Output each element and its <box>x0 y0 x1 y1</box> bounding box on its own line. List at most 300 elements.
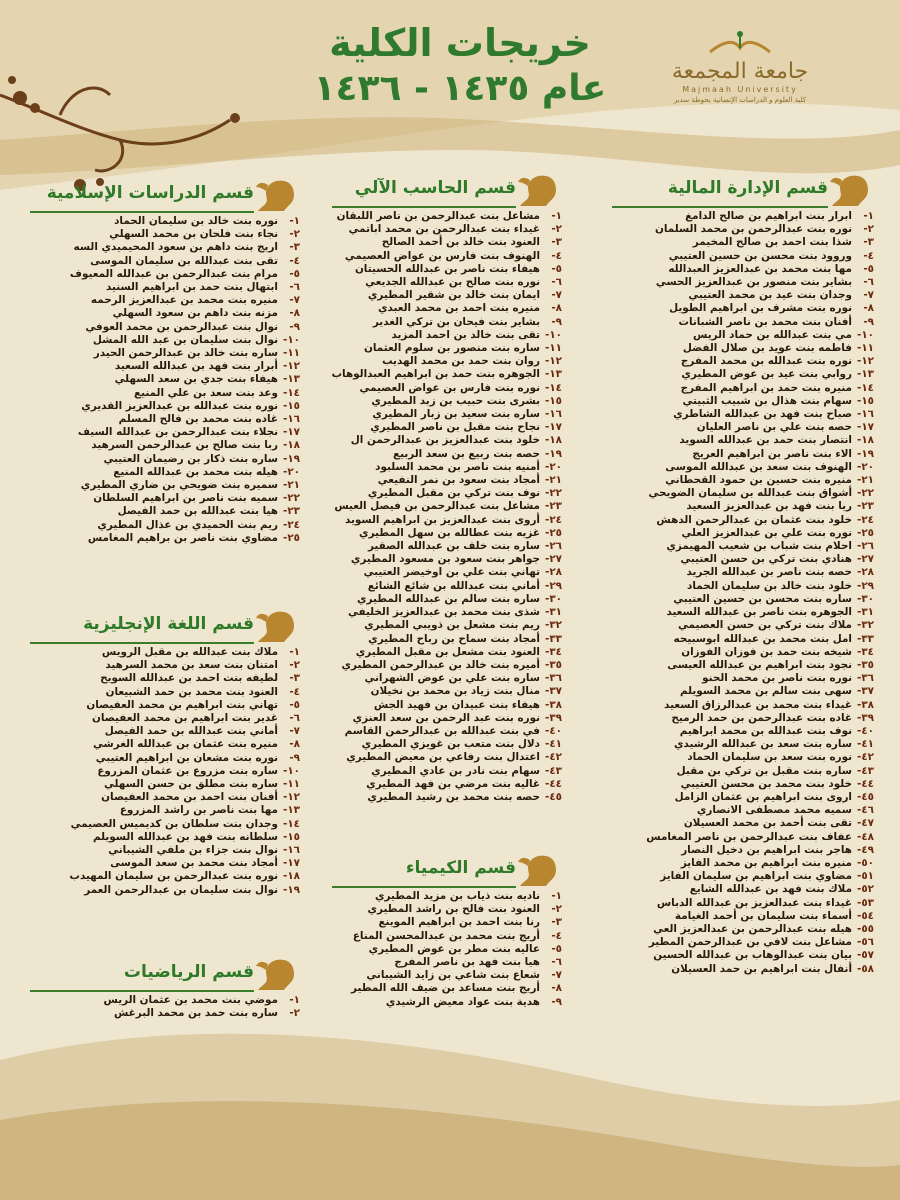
title-line-2: عام ١٤٣٥ - ١٤٣٦ <box>313 68 607 109</box>
list-item <box>332 289 562 302</box>
graduate-name: صباح بنت فهد بن عبدالله الشاطري <box>673 408 852 421</box>
graduate-name: ساره بنت محسن بن حسين العتيبي <box>673 592 852 605</box>
graduate-name: نوره بنت عبدالرحمن بن سليمان المهيدب <box>69 870 278 883</box>
list-item <box>332 619 562 632</box>
list-item <box>612 553 874 566</box>
list-item <box>332 421 562 434</box>
list-item <box>30 294 300 307</box>
graduate-name: ساره بنت خلف بن عبدالله الصقير <box>367 540 540 553</box>
item-number: ١٤- <box>856 381 874 394</box>
list-item <box>332 791 562 804</box>
item-number: ٢٠- <box>544 460 562 473</box>
item-number: ١١- <box>856 342 874 355</box>
graduate-name: نوال بنت سليمان بن عبد الله المشل <box>92 333 278 346</box>
item-number: ٢٠- <box>282 465 300 478</box>
item-number: ٣٨- <box>544 698 562 711</box>
item-number: ٥٤- <box>856 909 874 922</box>
graduate-name: نوره بنت ناصر بن محمد الحنو <box>702 672 852 685</box>
item-number: ٢- <box>551 223 562 236</box>
graduate-name: العنود بنت محمد بن حمد الشبيعان <box>105 685 278 698</box>
item-number: ٧- <box>863 289 874 302</box>
list-item <box>30 255 300 268</box>
item-number: ١٤- <box>282 817 300 830</box>
list-item <box>30 699 300 712</box>
item-number: ١٤- <box>544 381 562 394</box>
item-number: ١- <box>289 646 300 658</box>
list-item <box>612 712 874 725</box>
graduate-name: ساره بنت مقبل بن تركي بن مقبل <box>676 764 852 777</box>
graduate-name: تقى بنت عبدالله بن سليمان الموسى <box>90 254 278 267</box>
item-number: ٥٨- <box>856 962 874 975</box>
list-item <box>30 215 300 228</box>
list-item <box>612 580 874 593</box>
list-item <box>30 479 300 492</box>
graduate-name: هيله بنت محمد بن عبدالله المنيع <box>113 465 278 478</box>
section-header <box>332 858 562 888</box>
graduate-name: غاده بنت محمد بن فالح المسلم <box>118 413 278 426</box>
list-item <box>332 956 562 969</box>
item-number: ٩- <box>289 751 300 764</box>
graduate-name: نجلاء بنت عبدالرحمن بن عبدالله السيف <box>77 426 278 439</box>
item-number: ١٥- <box>856 394 874 407</box>
section-title: قسم اللغة الإنجليزية <box>83 614 254 634</box>
item-number: ١٠- <box>856 328 874 341</box>
graduate-name: ساره بنت علي بن عوض الشهراني <box>364 672 540 685</box>
list-item <box>332 982 562 995</box>
item-number: ٢٩- <box>544 579 562 592</box>
item-number: ٩- <box>551 315 562 328</box>
item-number: ٤٠- <box>544 724 562 737</box>
graduate-name: موضي بنت محمد بن عثمان الريس <box>103 994 278 1006</box>
item-number: ٣٤- <box>856 645 874 658</box>
list-item <box>612 593 874 606</box>
section-title: قسم الحاسب الآلي <box>354 178 516 198</box>
list-item <box>332 316 562 329</box>
list-item <box>612 461 874 474</box>
graduate-name: نوال بنت جزاء بن ملفي الشيباني <box>108 844 278 857</box>
graduate-name: تهاني بنت ابراهيم بن محمد العفيصان <box>86 698 278 711</box>
item-number: ٢٣- <box>544 500 562 513</box>
graduate-name: نوره بنت علي بن عبدالعزيز العلي <box>681 526 852 539</box>
item-number: ٤٢- <box>544 751 562 764</box>
item-number: ٣٤- <box>544 645 562 658</box>
item-number: ٤- <box>289 254 300 267</box>
list-item <box>612 316 874 329</box>
list-item <box>612 897 874 910</box>
list-item <box>612 395 874 408</box>
list-item <box>30 831 300 844</box>
graduate-name: نوره بنت عبدالله بن عبدالعزيز القديري <box>81 399 278 412</box>
graduate-name: ريا بنت فهد بن عبدالعزيز السعيد <box>686 500 852 513</box>
list-item <box>612 923 874 936</box>
list-item <box>30 994 300 1007</box>
item-number: ٩- <box>551 995 562 1008</box>
item-number: ١٧- <box>544 421 562 434</box>
item-number: ٢- <box>863 223 874 236</box>
list-item <box>612 685 874 698</box>
list-item <box>612 368 874 381</box>
list-item <box>332 672 562 685</box>
list-item <box>30 857 300 870</box>
graduate-name: مرام بنت عبدالرحمن بن عبدالله المعيوف <box>69 267 278 280</box>
item-number: ٤١- <box>856 738 874 751</box>
graduate-name: تقى بنت أحمد بن محمد العسيلان <box>683 817 852 830</box>
graduate-name: امل بنت محمد بن عبدالله ابوسبيحه <box>673 632 852 645</box>
graduate-name: منيره بنت حسين بن حمود القحطاني <box>665 474 852 487</box>
list-item <box>30 844 300 857</box>
graduate-name: نوف بنت تركي بن مقبل المطيري <box>367 487 540 500</box>
item-number: ١٩- <box>544 447 562 460</box>
item-number: ٨- <box>551 982 562 995</box>
graduate-name: مي بنت عبدالله بن حماد الريس <box>693 328 852 341</box>
list-item <box>30 268 300 281</box>
item-number: ١٣- <box>282 804 300 817</box>
list-item <box>30 672 300 685</box>
item-number: ٤- <box>551 249 562 262</box>
list-item <box>332 500 562 513</box>
item-number: ٤٦- <box>856 804 874 817</box>
list-item <box>612 672 874 685</box>
item-number: ٧- <box>551 969 562 982</box>
item-number: ١٨- <box>856 434 874 447</box>
list-item <box>332 302 562 315</box>
list-item <box>612 276 874 289</box>
graduate-name: اروى بنت ابراهيم بن عثمان الزامل <box>674 790 852 803</box>
item-number: ٥- <box>551 262 562 275</box>
graduate-list <box>332 210 562 804</box>
section-header <box>30 183 300 213</box>
graduate-name: الجوهره بنت حمد بن ابراهيم العبدالوهاب <box>331 368 540 381</box>
graduate-name: غيداء بنت محمد بن عبدالرزاق السعيد <box>664 698 852 711</box>
list-item <box>612 236 874 249</box>
item-number: ٢٤- <box>544 513 562 526</box>
graduate-name: روان بنت حمد بن محمد الهديب <box>382 355 540 368</box>
graduate-name: مضاوي بنت ناصر بن براهيم المغامس <box>87 531 278 544</box>
graduate-name: غاليه بنت مرضي بن فهد المطيري <box>366 777 540 790</box>
item-number: ١١- <box>282 347 300 360</box>
graduate-name: اريج بنت داهم بن سعود المحيميدي السه <box>73 241 278 254</box>
list-item <box>30 738 300 751</box>
graduate-silhouette-icon <box>254 954 300 994</box>
graduate-name: أمجاد بنت سعود بن نمر النفيعي <box>377 474 540 487</box>
item-number: ٣٨- <box>856 698 874 711</box>
item-number: ٥- <box>551 942 562 955</box>
graduate-name: هيا بنت عبدالله بن حمد الفيصل <box>117 505 278 518</box>
item-number: ٢٥- <box>544 526 562 539</box>
graduate-name: شعاع بنت شاعي بن زايد الشيباني <box>366 969 540 982</box>
list-item <box>30 752 300 765</box>
list-item <box>30 400 300 413</box>
graduate-name: غزيه بنت عطالله بن سهل المطيري <box>359 526 540 539</box>
graduate-silhouette-icon <box>254 606 300 646</box>
list-item <box>332 276 562 289</box>
item-number: ٢٣- <box>856 500 874 513</box>
graduate-name: الهنوف بنت سعد بن عبدالله الموسى <box>665 460 852 473</box>
section-title: قسم الإدارة المالية <box>667 178 828 198</box>
list-item <box>332 342 562 355</box>
graduate-name: هدية بنت عواد معيض الرشيدي <box>385 995 540 1008</box>
list-item <box>612 870 874 883</box>
graduate-name: خلود بنت عثمان بن عبدالرحمن الدهش <box>656 513 852 526</box>
list-item <box>332 659 562 672</box>
list-item <box>612 527 874 540</box>
item-number: ٥- <box>289 267 300 280</box>
list-item <box>30 646 300 659</box>
item-number: ١٠- <box>282 764 300 777</box>
graduate-name: نجاء بنت فلحان بن محمد السهلي <box>109 228 278 241</box>
section-english <box>30 614 300 897</box>
graduate-name: حصه بنت ناصر بن عبدالله الجريد <box>686 566 852 579</box>
list-item <box>612 250 874 263</box>
graduate-name: العنود بنت فالح بن راشد المطيري <box>367 903 540 916</box>
item-number: ١٣- <box>544 368 562 381</box>
graduate-name: ابتهال بنت حمد بن ابراهيم السنيد <box>105 281 278 294</box>
graduate-name: ساره بنت سالم بن عبدالله المطيري <box>356 592 540 605</box>
list-item <box>30 791 300 804</box>
list-item <box>612 936 874 949</box>
list-item <box>332 969 562 982</box>
item-number: ١٩- <box>282 883 300 896</box>
graduate-name: العنود بنت خالد بن أحمد الصالح <box>381 236 540 249</box>
graduate-name: دلال بنت متعب بن غويزي المطيري <box>361 738 540 751</box>
graduate-name: أريج بنت محمد بن عبدالمحسن المناع <box>352 929 540 942</box>
graduate-name: هيا بنت فهد بن ناصر المفرج <box>394 956 540 969</box>
item-number: ٤- <box>289 685 300 698</box>
item-number: ٢٨- <box>856 566 874 579</box>
graduate-name: مشاعل بنت عبدالرحمن بن فيصل العيس <box>334 500 540 513</box>
graduate-name: ساره بنت سعد بن عبدالله الرشيدي <box>673 738 852 751</box>
item-number: ٤- <box>551 929 562 942</box>
graduate-name: امتنان بنت سعد بن محمد السرهيد <box>105 659 278 672</box>
graduate-name: اعتدال بنت رفاعي بن معيض المطيري <box>346 751 540 764</box>
list-item <box>612 263 874 276</box>
list-item <box>30 1007 300 1020</box>
graduate-name: سهى بنت سالم بن محمد السويلم <box>680 685 852 698</box>
item-number: ٣٦- <box>856 672 874 685</box>
graduate-name: نوف بنت عبدالله بن محمد ابراهيم <box>679 724 852 737</box>
list-item <box>332 382 562 395</box>
list-item <box>612 540 874 553</box>
item-number: ٣١- <box>544 606 562 619</box>
item-number: ٢٢- <box>544 487 562 500</box>
graduate-name: أروى بنت عبدالعزيز بن ابراهيم السويد <box>344 513 540 526</box>
item-number: ١٩- <box>282 452 300 465</box>
list-item <box>612 566 874 579</box>
list-item <box>332 448 562 461</box>
graduate-name: حصه بنت علي بن ناصر العليان <box>696 421 852 434</box>
graduate-name: الجوهره بنت ناصر بن عبدالله السعيد <box>666 606 852 619</box>
graduate-name: بشاير بنت منصور بن عبدالعزيز الحسي <box>655 276 852 289</box>
graduate-name: خلود بنت محمد بن محسن العتيبي <box>680 777 852 790</box>
graduate-name: أمجاد بنت محمد بن سعد الموسى <box>110 857 278 870</box>
list-item <box>612 487 874 500</box>
list-item <box>332 223 562 236</box>
graduate-name: بشاير بنت فيحان بن تركي الغدير <box>372 315 540 328</box>
list-item <box>30 686 300 699</box>
item-number: ٩- <box>289 320 300 333</box>
graduate-list <box>612 210 874 976</box>
graduate-name: نوره بنت مشعان بن ابراهيم العتيبي <box>95 751 278 764</box>
graduate-name: نوره بنت صالح بن عبدالله الجديعي <box>365 276 540 289</box>
list-item <box>612 448 874 461</box>
list-item <box>332 890 562 903</box>
list-item <box>612 751 874 764</box>
graduate-name: مشاعل بنت لافي بن عبدالرحمن المطير <box>648 936 852 949</box>
list-item <box>332 930 562 943</box>
graduate-name: أبرار بنت فهد بن عبدالله السعيد <box>114 360 278 373</box>
item-number: ٦- <box>289 281 300 294</box>
graduate-name: أريج بنت مساعد بن ضيف الله المطير <box>351 982 540 995</box>
graduate-name: سهام بنت نادر بن عادي المطيري <box>371 764 540 777</box>
item-number: ٣- <box>289 672 300 685</box>
list-item <box>332 368 562 381</box>
list-item <box>612 778 874 791</box>
graduate-name: منيره بنت ابراهيم بن محمد الفايز <box>680 856 852 869</box>
item-number: ٥٢- <box>856 883 874 896</box>
graduate-name: غيداء بنت عبدالعزيز بن عبدالله الدباس <box>656 896 852 909</box>
graduate-name: غاده بنت عبدالرحمن بن حمد الرميح <box>671 711 852 724</box>
list-item <box>30 712 300 725</box>
list-item <box>332 474 562 487</box>
item-number: ٢٧- <box>856 553 874 566</box>
item-number: ١- <box>289 994 300 1006</box>
graduate-name: عاليه بنت مطر بن عوض المطيري <box>368 942 540 955</box>
list-item <box>612 606 874 619</box>
list-item <box>30 818 300 831</box>
list-item <box>30 321 300 334</box>
list-item <box>612 302 874 315</box>
graduate-name: نوره بنت عبد الرحمن بن سعد العنزي <box>352 711 540 724</box>
list-item <box>332 606 562 619</box>
item-number: ١- <box>551 890 562 902</box>
graduate-name: نوال بنت سليمان بن عبدالرحمن العمر <box>84 883 278 896</box>
list-item <box>612 857 874 870</box>
item-number: ٢- <box>551 903 562 916</box>
list-item <box>612 619 874 632</box>
item-number: ٤٣- <box>856 764 874 777</box>
item-number: ٥٠- <box>856 856 874 869</box>
item-number: ٣٠- <box>856 592 874 605</box>
item-number: ١٧- <box>282 426 300 439</box>
item-number: ٩- <box>863 315 874 328</box>
list-item <box>30 466 300 479</box>
list-item <box>612 633 874 646</box>
graduate-name: ساره بنت ذكار بن رضيمان العتيبي <box>103 452 278 465</box>
item-number: ٣٥- <box>856 658 874 671</box>
item-number: ٤٧- <box>856 817 874 830</box>
graduate-name: روابي بنت عيد بن عوض المطيري <box>681 368 852 381</box>
graduate-list <box>332 890 562 1009</box>
item-number: ١٧- <box>856 421 874 434</box>
list-item <box>30 439 300 452</box>
graduate-name: نوره بنت مشرف بن ابراهيم الطويل <box>669 302 852 315</box>
graduate-name: نوره بنت فارس بن عواض العصيمي <box>359 381 540 394</box>
item-number: ٢٥- <box>856 526 874 539</box>
list-item <box>612 725 874 738</box>
graduate-name: الهنوف بنت فارس بن عواض العصيمي <box>344 249 540 262</box>
graduate-name: ملاك بنت فهد بن عبدالله الشايع <box>689 883 852 896</box>
graduate-name: شيخه بنت حمد بن فوزان الفوزان <box>681 645 852 658</box>
list-item <box>332 527 562 540</box>
list-item <box>332 903 562 916</box>
list-item <box>332 765 562 778</box>
graduate-name: نوره بنت سعد بن سليمان الحماد <box>687 751 852 764</box>
graduate-name: هيفاء بنت ناصر بن عبدالله الحسيتان <box>354 262 540 275</box>
list-item <box>30 360 300 373</box>
graduate-list <box>30 646 300 897</box>
list-item <box>30 387 300 400</box>
graduate-name: أفنان بنت احمد بن محمد العفيصان <box>101 791 278 804</box>
list-item <box>332 751 562 764</box>
list-item <box>332 778 562 791</box>
list-item <box>332 725 562 738</box>
graduate-name: ساره بنت سعيد بن زبار المطيري <box>372 408 540 421</box>
item-number: ١٦- <box>856 408 874 421</box>
list-item <box>30 492 300 505</box>
graduate-name: سلطانه بنت فهد بن عبدالله السويلم <box>92 830 278 843</box>
graduate-name: مشاعل بنت عبدالرحمن بن ناصر اللبقان <box>336 210 540 222</box>
graduate-name: هيله بنت عبدالرحمن بن عبدالعزيز العي <box>653 922 852 935</box>
item-number: ١٠- <box>282 333 300 346</box>
item-number: ٢٤- <box>282 518 300 531</box>
graduate-name: عفاف بنت عبدالرحمن بن ناصر المغامس <box>646 830 852 843</box>
graduate-name: سميره بنت ضويحي بن ضاري المطيري <box>80 479 278 492</box>
item-number: ١٥- <box>544 394 562 407</box>
graduate-name: ابرار بنت ابراهيم بن صالح الدامغ <box>685 210 852 222</box>
list-item <box>30 334 300 347</box>
graduate-name: منيره بنت عثمان بن عبدالله الغرشي <box>93 738 278 751</box>
item-number: ٢٤- <box>856 513 874 526</box>
graduate-name: خلود بنت خالد بن سليمان الحماد <box>687 579 852 592</box>
item-number: ٢٨- <box>544 566 562 579</box>
item-number: ٧- <box>289 725 300 738</box>
list-item <box>30 778 300 791</box>
item-number: ٤٩- <box>856 843 874 856</box>
graduate-name: مها بنت ناصر بن راشد المزروع <box>119 804 278 817</box>
item-number: ٥٥- <box>856 922 874 935</box>
item-number: ٢٩- <box>856 579 874 592</box>
graduate-name: ساره بنت مطلق بن حسن السهلي <box>104 778 278 791</box>
graduate-name: سميه محمد مصطفى الانصاري <box>696 804 852 817</box>
graduate-name: منيره بنت احمد بن محمد العبدي <box>378 302 540 315</box>
graduate-name: منال بنت زياد بن محمد بن نخيلان <box>370 685 540 698</box>
graduate-name: خلود بنت عبدالعزيز بن عبدالرحمن ال <box>350 434 540 447</box>
list-item <box>332 699 562 712</box>
list-item <box>612 421 874 434</box>
graduate-name: حصه بنت ربيع بن سعد الربيع <box>393 447 540 460</box>
graduate-name: وروود بنت محسن بن حسين العتيبي <box>668 249 852 262</box>
college-name: كلية العلوم و الدراسات الإنسانية بحوطة سدير <box>673 96 807 104</box>
item-number: ٤٠- <box>856 724 874 737</box>
section-header <box>30 962 300 992</box>
list-item <box>332 236 562 249</box>
item-number: ٢٢- <box>282 492 300 505</box>
item-number: ١٣- <box>856 368 874 381</box>
graduate-name: نجاح بنت مقبل بن ناصر المطيري <box>370 421 540 434</box>
list-item <box>612 699 874 712</box>
graduate-name: نجود بنت ابراهيم بن عبدالله العيسى <box>667 658 852 671</box>
list-item <box>332 916 562 929</box>
graduate-name: ساره بنت خالد بن عبدالرحمن الحيدر <box>93 347 278 360</box>
item-number: ٨- <box>863 302 874 315</box>
graduate-name: تهاني بنت علي بن اوخيضر العتيبي <box>363 566 540 579</box>
item-number: ١٦- <box>282 844 300 857</box>
graduate-name: هاجر بنت ابراهيم بن دخيل النصار <box>681 843 852 856</box>
item-number: ١٥- <box>282 399 300 412</box>
graduate-name: سهام بنت هذال بن شبيب الثبيتي <box>682 394 852 407</box>
list-item <box>612 500 874 513</box>
graduate-name: أمجاد بنت سماح بن رباح المطيري <box>368 632 540 645</box>
